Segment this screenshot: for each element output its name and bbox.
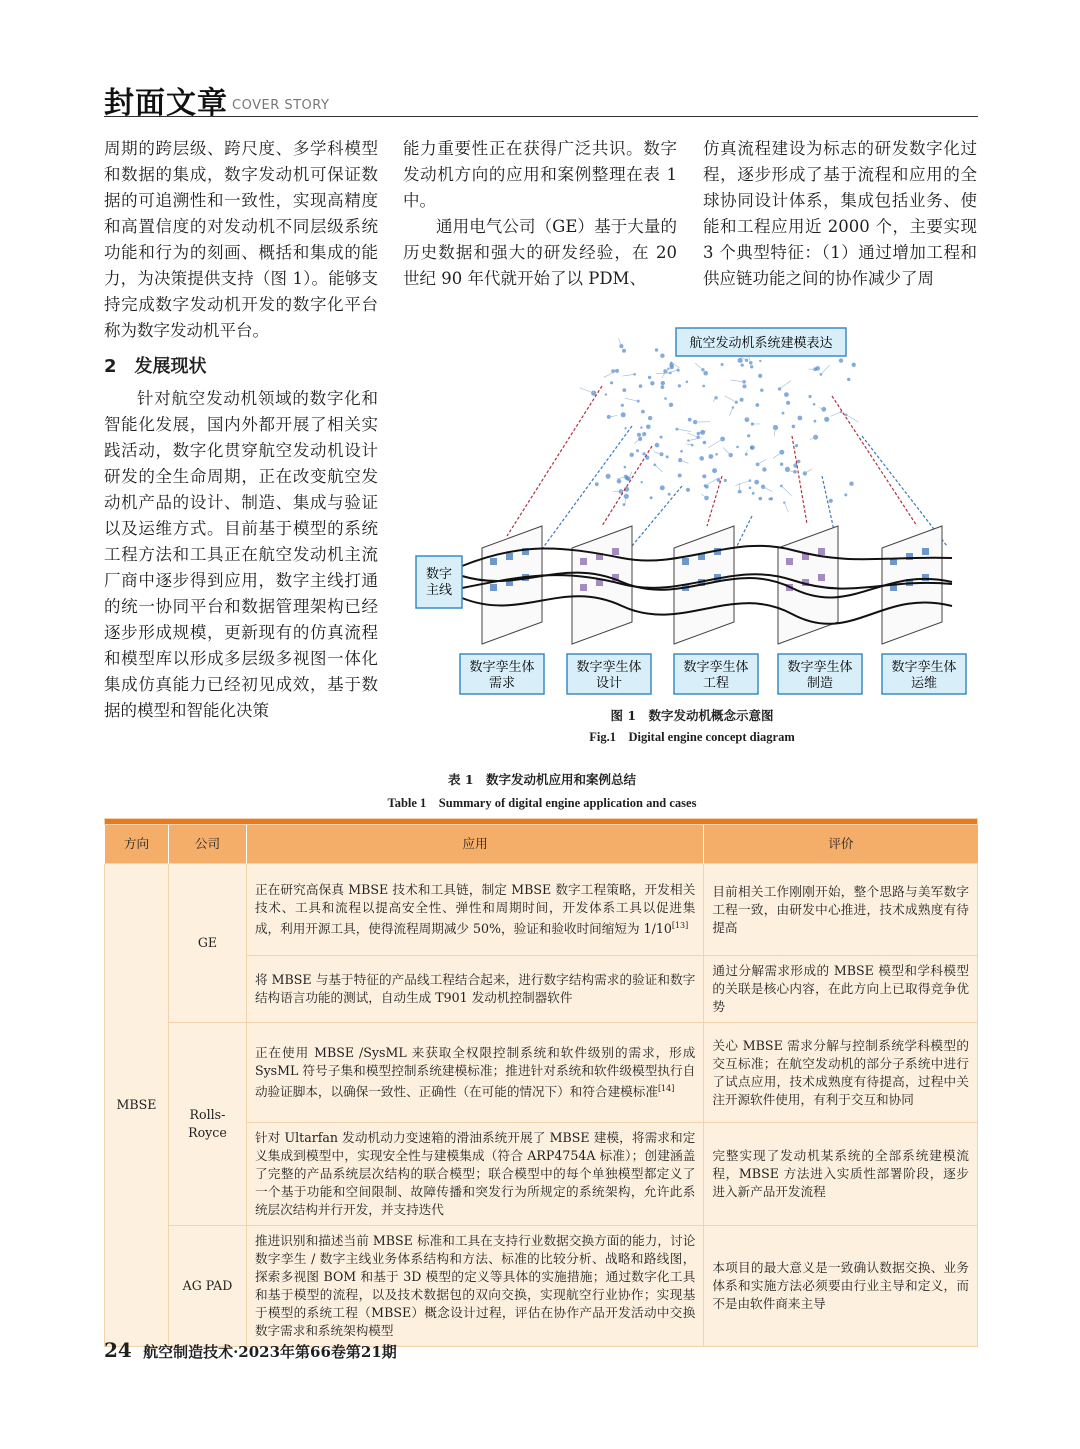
network-node: [623, 503, 626, 506]
twin-panels: [482, 526, 942, 644]
table-header: 公司: [168, 825, 246, 864]
network-node: [839, 358, 843, 362]
network-edge: [579, 388, 593, 394]
company-cell: Rolls-Royce: [168, 1023, 246, 1226]
network-node: [703, 441, 707, 445]
stage-label-line: 数字孪生体: [576, 660, 642, 675]
network-node: [660, 452, 664, 456]
section-title: 封面文章: [104, 86, 228, 121]
network-node: [741, 364, 744, 367]
network-node: [699, 456, 704, 461]
network-node: [797, 460, 801, 464]
cases-table: [104, 818, 978, 1347]
network-node: [610, 381, 613, 384]
stage-label-line: 设计: [595, 676, 623, 691]
network-node: [648, 416, 652, 420]
stage-label-line: 数字孪生体: [787, 660, 853, 675]
network-node: [642, 452, 645, 455]
network-node: [621, 404, 624, 407]
evaluation-cell: 目前相关工作刚刚开始，整个思路与美军数字工程一致，由研发中心推进，技术成熟度有待提高: [704, 864, 978, 956]
application-cell: 将 MBSE 与基于特征的产品线工程结合起来，进行数字结构需求的验证和数字结构语言功能的测试，自动生成 T901 发动机控制器软件: [246, 956, 703, 1023]
network-node: [640, 426, 642, 428]
network-node: [678, 384, 681, 387]
stage-label-line: 制造: [806, 676, 834, 691]
table-caption-en: Table 1 Summary of digital engine application and cases: [387, 796, 697, 810]
network-node: [758, 374, 762, 378]
network-node: [809, 395, 812, 398]
network-node: [745, 417, 750, 422]
network-node: [615, 369, 619, 373]
network-node: [755, 403, 759, 407]
network-edge: [821, 365, 830, 375]
stage-label-line: 需求: [488, 676, 516, 691]
network-node: [761, 485, 765, 489]
network-node: [814, 420, 817, 423]
network-node: [829, 499, 833, 503]
thread-label-box: [416, 556, 462, 608]
network-node: [639, 384, 643, 388]
network-node: [660, 485, 665, 490]
network-node: [624, 466, 627, 469]
link-arrow: [832, 396, 917, 526]
network-node: [792, 425, 796, 429]
stage-label-line: 工程: [702, 676, 730, 691]
network-node: [622, 388, 626, 392]
network-edge: [846, 415, 859, 422]
table-header: 方向: [105, 825, 169, 864]
thread-label-line: 数字: [425, 567, 453, 582]
network-node: [712, 468, 717, 473]
section-number: 2: [104, 356, 117, 377]
company-cell: GE: [168, 864, 246, 1023]
network-node: [605, 393, 607, 395]
network-node: [784, 392, 789, 397]
page-number: 24: [104, 1338, 132, 1362]
thread-label-line: 主线: [425, 583, 453, 598]
network-node: [641, 410, 645, 414]
network-node: [669, 403, 673, 407]
text-column-1: [104, 136, 378, 724]
network-edge: [687, 433, 698, 437]
network-node: [638, 437, 642, 441]
panel-element: [922, 548, 929, 555]
section-subtitle: COVER STORY: [232, 98, 330, 113]
network-node: [660, 436, 663, 439]
header-rule: [104, 116, 978, 117]
network-node: [660, 354, 664, 358]
table-row: [105, 1023, 978, 1123]
application-cell: 正在使用 MBSE /SysML 来获取全权限控制系统和软件级别的需求，形成 SysML 符号子集和模型控制系统建模标准；推进针对系统和软件级模型执行自动验证脚本，以确保一致性、正确性（在可能的情况下）和符合建模标准[14]: [246, 1023, 703, 1123]
panel-element: [922, 574, 929, 581]
network-node: [762, 467, 766, 471]
stage-labels: [460, 654, 966, 694]
network-edge: [773, 452, 782, 458]
network-node: [798, 416, 803, 421]
network-edge: [604, 371, 617, 377]
network-node: [803, 471, 807, 475]
network-node: [630, 453, 634, 457]
text-column-3: [703, 136, 977, 292]
paragraph: 针对航空发动机领域的数字化和智能化发展，国内外都开展了相关实践活动，数字化贯穿航空发动机设计研发的全生命周期，正在改变航空发动机产品的设计、制造、集成与验证以及运维方式。目前基于模型的系统工程方法和工具正在航空发动机主流厂商中逐步得到应用，数字主线打通的统一协同平台和数据管理架构已经逐步形成规模，更新现有的仿真流程和模型库以形成多层级多视图一体化集成仿真能力已经初见成效，基于数据的模型和智能化决策: [104, 389, 378, 720]
company-cell: AG PAD: [168, 1226, 246, 1347]
network-node: [740, 398, 744, 402]
network-node: [619, 344, 623, 348]
network-node: [813, 403, 816, 406]
network-node: [844, 493, 847, 496]
table-row: [105, 1226, 978, 1347]
link-arrow: [602, 446, 652, 526]
network-node: [759, 497, 763, 501]
panel-element: [490, 558, 497, 565]
panel-element: [490, 584, 497, 591]
network-edge: [731, 380, 745, 382]
text-column-2: [403, 136, 677, 292]
network-edge: [805, 469, 812, 474]
network-node: [785, 467, 790, 472]
section-heading-text: 发展现状: [134, 356, 207, 377]
network-node: [760, 389, 763, 392]
network-node: [702, 385, 705, 388]
evaluation-cell: 关心 MBSE 需求分解与控制系统学科模型的交互标准；在航空发动机的部分子系统中进行了试点应用，技术成熟度有待提高，过程中关注开源软件使用，有利于交互和协同: [704, 1023, 978, 1123]
model-label: 航空发动机系统建模表达: [689, 336, 833, 351]
journal-info: 航空制造技术·2023年第66卷第21期: [143, 1343, 397, 1361]
network-edge: [655, 465, 663, 472]
network-node: [666, 455, 669, 458]
network-node: [624, 427, 626, 429]
network-node: [735, 401, 738, 404]
network-edge: [758, 460, 766, 465]
network-node: [703, 371, 708, 376]
network-node: [756, 463, 760, 467]
link-arrow: [792, 436, 807, 524]
network-edge: [784, 503, 788, 513]
paragraph: 仿真流程建设为标志的研发数字化过程，逐步形成了基于流程和应用的全球协同设计体系，集成包括业务、使能和工程应用近 2000 个，主要实现 3 个典型特征：（1）通过增加工程和供应链功能之间的协作减少了周: [703, 139, 977, 288]
network-node: [624, 494, 629, 499]
network-node: [617, 479, 622, 484]
network-node: [650, 496, 653, 499]
network-edge: [830, 412, 841, 417]
network-node: [786, 401, 790, 405]
network-node: [678, 474, 682, 478]
panel-element: [682, 558, 689, 565]
network-node: [646, 425, 651, 430]
network-edge: [709, 439, 723, 448]
network-node: [650, 381, 654, 385]
application-cell: 正在研究高保真 MBSE 技术和工具链，制定 MBSE 数字工程策略，开发相关技术、工具和流程以提高安全性、弹性和周期时间，开发体系工具以促进集成，利用开源工具，使得流程周期减少 50%，验证和验收时间缩短为 1/10[13]: [246, 864, 703, 956]
network-node: [715, 453, 718, 456]
network-edge: [723, 448, 731, 456]
network-node: [724, 479, 727, 482]
network-node: [849, 482, 853, 486]
link-arrow: [507, 386, 602, 536]
network-edge: [677, 429, 691, 432]
network-node: [636, 449, 639, 452]
network-node: [661, 385, 665, 389]
network-edge: [780, 381, 792, 389]
network-node: [747, 434, 750, 437]
network-node: [782, 412, 785, 415]
panel-element: [580, 558, 587, 565]
network-node: [680, 450, 683, 453]
network-edge: [695, 363, 703, 370]
panel-element: [818, 548, 825, 555]
digital-engine-figure: [412, 326, 972, 706]
network-node: [661, 381, 665, 385]
network-node: [768, 498, 770, 500]
network-node: [709, 454, 714, 459]
network-edge: [735, 481, 750, 486]
stage-label-line: 数字孪生体: [469, 660, 535, 675]
network-node: [780, 463, 783, 466]
application-cell: 针对 Ultarfan 发动机动力变速箱的滑油系统开展了 MBSE 建模，将需求和定义集成到模型中，实现安全性与建模集成（符合 ARP4754A 标准）；创建涵盖了完整的产品系统层次结构的联合模型；联合模型中的每个单独模型都定义了一个基于功能和空间限制、故障传播和突发行为所规定的系统架构，允许此系统层次结构并行开发，并支持迭代: [246, 1123, 703, 1226]
network-node: [721, 363, 724, 366]
network-node: [664, 397, 667, 400]
network-node: [795, 444, 798, 447]
table-row: [105, 864, 978, 956]
network-edge: [725, 396, 737, 403]
network-node: [655, 443, 660, 448]
panel-element: [818, 574, 825, 581]
panel-element: [580, 584, 587, 591]
network-node: [686, 488, 690, 492]
network-edge: [625, 398, 639, 401]
evaluation-cell: 本项目的最大意义是一致确认数据交换、业务体系和实施方法必须要由行业主导和定义，而不是由软件商来主导: [704, 1226, 978, 1347]
network-node: [852, 363, 856, 367]
network-node: [847, 378, 850, 381]
direction-cell: MBSE: [105, 864, 169, 1347]
network-node: [655, 348, 658, 351]
network-node: [641, 481, 643, 483]
paragraph: 能力重要性正在获得广泛共识。数字发动机方向的应用和案例整理在表 1 中。: [403, 139, 677, 210]
figure-caption-cn: 图 1 数字发动机概念示意图: [610, 708, 774, 723]
evaluation-cell: 完整实现了发动机某系统的全部系统建模流程，MBSE 方法进入实质性部署阶段，逐步进入新产品开发流程: [704, 1123, 978, 1226]
network-node: [815, 366, 820, 371]
network-node: [606, 474, 611, 479]
network-node: [736, 446, 739, 449]
network-node: [688, 418, 692, 422]
network-node: [750, 446, 753, 449]
link-arrow: [737, 516, 752, 546]
network-node: [622, 349, 626, 353]
network-node: [686, 381, 689, 384]
paragraph: 通用电气公司（GE）基于大量的历史数据和强大的研发经验，在 20 世纪 90 年代就开始了以 PDM、: [403, 217, 677, 288]
panel-element: [506, 553, 513, 560]
network-node: [732, 406, 735, 409]
link-arrow: [632, 486, 682, 546]
application-cell: 推进识别和描述当前 MBSE 标准和工具在支持行业数据交换方面的能力，讨论数字孪生 / 数字主线业务体系结构和方法、标准的比较分析、战略和路线图，探索多视图 BOM 和基于 3D 模型的定义等具体的实施措施；通过数字化工具和基于模型的流程，以及技术数据包的双向交换，实现航空行业协作；实现基于模型的系统工程（MBSE）概念设计过程，评估在协作产品开发活动中交换数字需求和系统架构模型: [246, 1226, 703, 1347]
paragraph: 周期的跨层级、跨尺度、多学科模型和数据的集成，数字发动机可保证数据的可追溯性和一致性，实现高精度和高置信度的对发动机不同层级系统功能和行为的刻画、概括和集成的能力，为决策提供支持（图 1）。能够支持完成数字发动机开发的数字化平台称为数字发动机平台。: [104, 139, 378, 340]
network-edge: [763, 487, 772, 492]
figure-caption-en: Fig.1 Digital engine concept diagram: [589, 730, 795, 744]
network-node: [700, 430, 705, 435]
stage-label-line: 数字孪生体: [683, 660, 749, 675]
panel-element: [612, 548, 619, 555]
network-node: [702, 474, 706, 478]
network-node: [621, 412, 626, 417]
network-edge: [781, 486, 791, 496]
page-footer: [104, 1338, 397, 1362]
network-node: [637, 433, 641, 437]
section-heading: [104, 354, 378, 380]
network-node: [749, 487, 752, 490]
network-node: [595, 482, 599, 486]
network-node: [759, 360, 761, 362]
panel-element: [786, 558, 793, 565]
network-edge: [688, 438, 701, 441]
network-edge: [705, 478, 719, 486]
table-header: 应用: [246, 825, 703, 864]
network-node: [824, 417, 829, 422]
network-node: [754, 480, 759, 485]
network-node: [738, 358, 743, 363]
table-caption-cn: 表 1 数字发动机应用和案例总结: [447, 772, 637, 787]
network-node: [750, 365, 753, 368]
network-node: [668, 493, 671, 496]
network-edge: [656, 373, 670, 374]
network-node: [648, 376, 651, 379]
stage-label-line: 运维: [910, 676, 938, 691]
network-edge: [729, 408, 733, 416]
table-header: 评价: [704, 825, 978, 864]
network-node: [743, 384, 747, 388]
evaluation-cell: 通过分解需求形成的 MBSE 模型和学科模型的关联是核心内容，在此方向上已取得竞争优势: [704, 956, 978, 1023]
stage-label-line: 数字孪生体: [891, 660, 957, 675]
network-edge: [623, 374, 635, 376]
